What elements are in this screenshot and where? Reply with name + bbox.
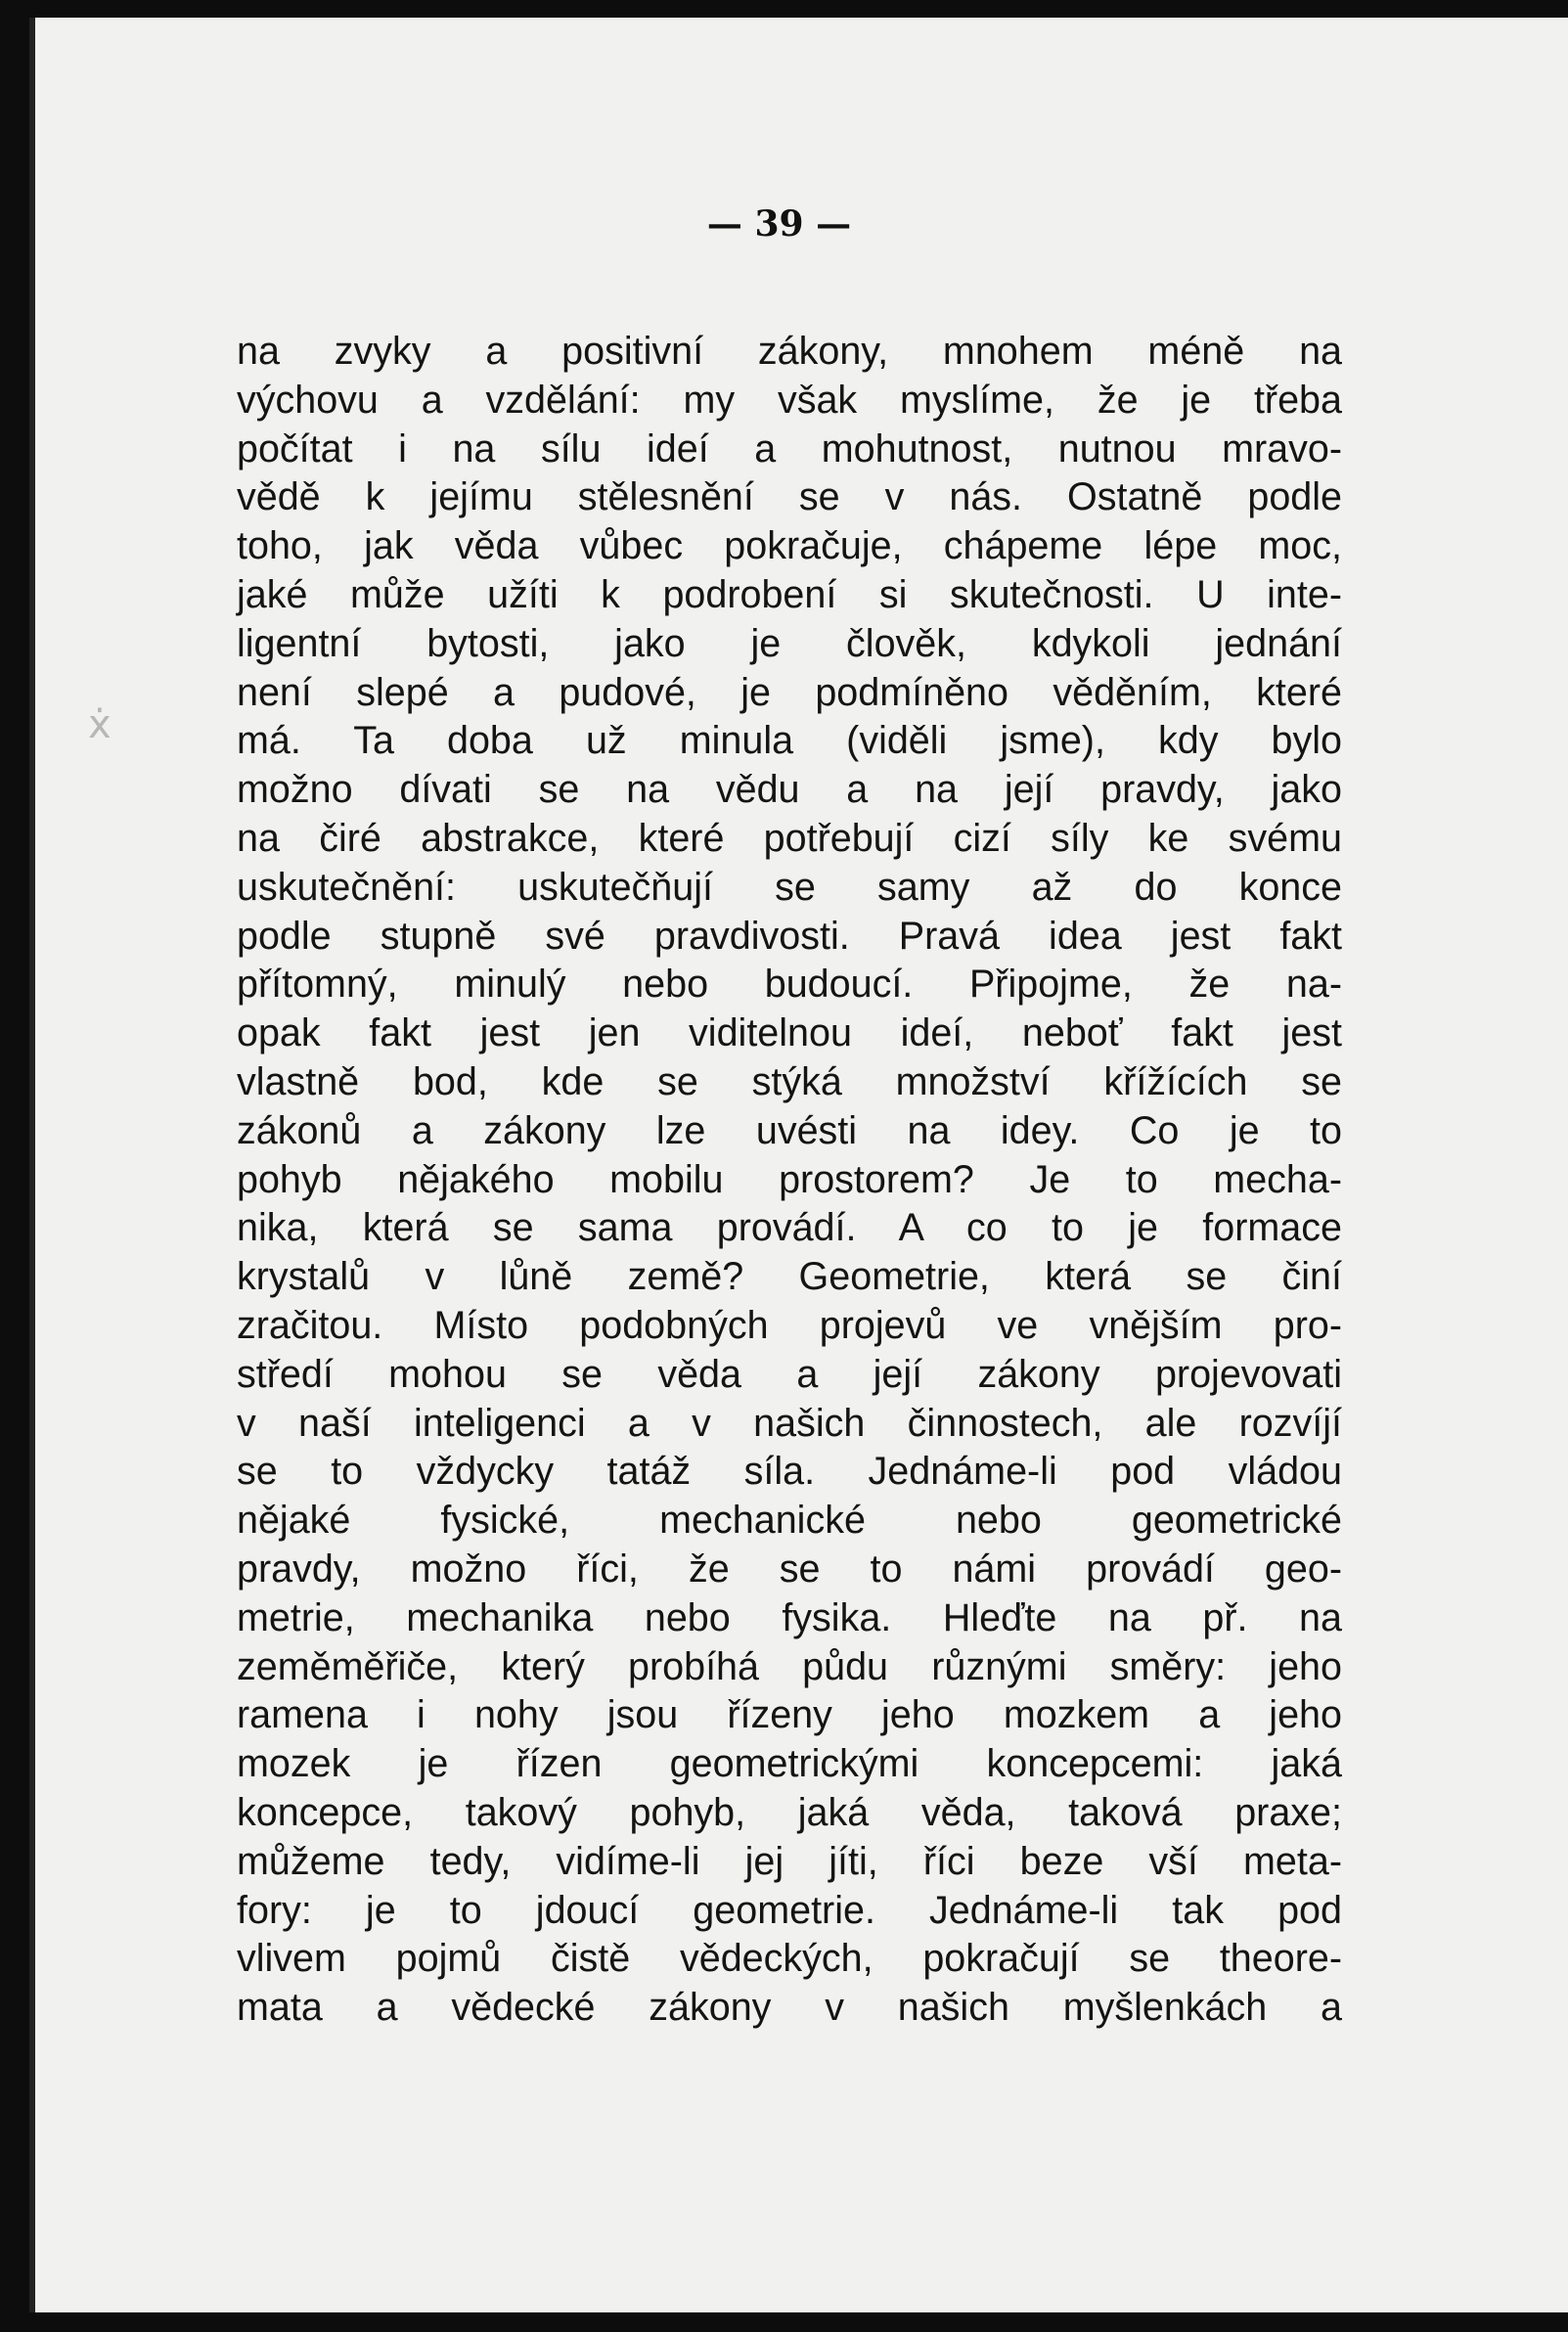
text-line: zeměměřiče, který probíhá půdu různými směry: jeho <box>237 1644 1342 1688</box>
text-line: vlivem pojmů čistě vědeckých, pokračují se theore- <box>237 1937 1342 1981</box>
text-line: fory: je to jdoucí geometrie. Jednáme-li tak pod <box>237 1888 1342 1932</box>
text-line: počítat i na sílu ideí a mohutnost, nutnou mravo- <box>237 426 1342 471</box>
text-line: mozek je řízen geometrickými koncepcemi: jaká <box>237 1742 1342 1786</box>
text-line: metrie, mechanika nebo fysika. Hleďte na př. na <box>237 1595 1342 1639</box>
text-line: středí mohou se věda a její zákony projevovati <box>237 1352 1342 1396</box>
page-number: — 39 — <box>706 203 852 245</box>
text-line: ligentní bytosti, jako je člověk, kdykoli jednání <box>237 621 1342 665</box>
text-line: možno dívati se na vědu a na její pravdy, jako <box>237 768 1342 812</box>
text-line: na čiré abstrakce, které potřebují cizí síly ke svému <box>237 816 1342 860</box>
text-line: pravdy, možno říci, že se to námi provádí geo- <box>237 1547 1342 1591</box>
page-binding-edge <box>29 18 35 2312</box>
text-line: zračitou. Místo podobných projevů ve vnějším pro- <box>237 1303 1342 1347</box>
text-line: ramena i nohy jsou řízeny jeho mozkem a jeho <box>237 1693 1342 1737</box>
body-text <box>237 328 1342 2033</box>
text-line: toho, jak věda vůbec pokračuje, chápeme lépe moc, <box>237 524 1342 568</box>
book-page <box>29 18 1568 2312</box>
text-line: nika, která se sama provádí. A co to je formace <box>237 1206 1342 1250</box>
text-line: má. Ta doba už minula (viděli jsme), kdy bylo <box>237 719 1342 763</box>
text-line: podle stupně své pravdivosti. Pravá idea jest fakt <box>237 914 1342 958</box>
text-line: opak fakt jest jen viditelnou ideí, neboť fakt jest <box>237 1011 1342 1055</box>
text-line: mata a vědecké zákony v našich myšlenkách a <box>237 1986 1342 2030</box>
text-line: přítomný, minulý nebo budoucí. Připojme, že na- <box>237 963 1342 1007</box>
text-line: jaké může užíti k podrobení si skutečnosti. U inte- <box>237 572 1342 616</box>
text-line: nějaké fysické, mechanické nebo geometrické <box>237 1499 1342 1543</box>
text-line: můžeme tedy, vidíme-li jej jíti, říci beze vší meta- <box>237 1839 1342 1883</box>
text-line: výchovu a vzdělání: my však myslíme, že je třeba <box>237 378 1342 422</box>
text-line: pohyb nějakého mobilu prostorem? Je to mecha- <box>237 1157 1342 1201</box>
text-line: vlastně bod, kde se stýká množství křížících se <box>237 1059 1342 1103</box>
text-line: zákonů a zákony lze uvésti na idey. Co je to <box>237 1108 1342 1152</box>
text-line: vědě k jejímu stělesnění se v nás. Ostatně podle <box>237 475 1342 519</box>
text-line: se to vždycky tatáž síla. Jednáme-li pod vládou <box>237 1450 1342 1494</box>
pencil-mark-left: ẋ <box>88 702 112 747</box>
text-line: uskutečnění: uskutečňují se samy až do konce <box>237 865 1342 909</box>
text-line: v naší inteligenci a v našich činnostech, ale rozvíjí <box>237 1401 1342 1445</box>
text-line: není slepé a pudové, je podmíněno věděním, které <box>237 670 1342 714</box>
text-line: na zvyky a positivní zákony, mnohem méně na <box>237 330 1342 373</box>
text-line: krystalů v lůně země? Geometrie, která se činí <box>237 1255 1342 1299</box>
text-line: koncepce, takový pohyb, jaká věda, taková praxe; <box>237 1790 1342 1834</box>
